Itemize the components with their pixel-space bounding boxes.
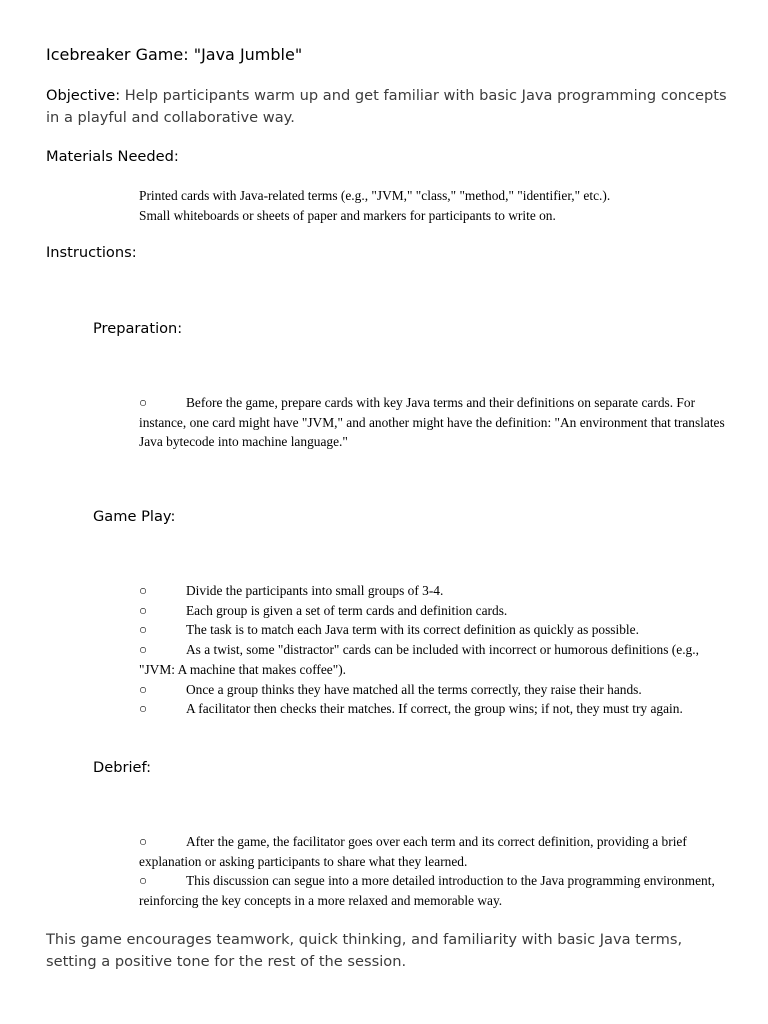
debrief-list	[139, 832, 729, 911]
bullet-icon: ○	[139, 583, 148, 598]
materials-item: Printed cards with Java-related terms (e.g., "JVM," "class," "method," "identifier," etc.).	[139, 188, 611, 203]
objective-paragraph	[46, 85, 736, 129]
list-item-text: As a twist, some "distractor" cards can be included with incorrect or humorous definitions (e.g., "JVM: A machine that makes coffee").	[139, 642, 699, 677]
list-item	[139, 640, 729, 679]
bullet-icon: ○	[139, 834, 148, 849]
list-item-text: Before the game, prepare cards with key Java terms and their definitions on separate cards. For instance, one card might have "JVM," and another might have the definition: "An environment that translates Java bytecode into machine language."	[139, 395, 725, 450]
bullet-icon: ○	[139, 681, 148, 697]
bullet-icon: ○	[139, 395, 148, 410]
materials-heading: Materials Needed:	[46, 148, 179, 165]
list-item-text: The task is to match each Java term with its correct definition as quickly as possible.	[186, 622, 639, 638]
bullet-icon: ○	[139, 873, 148, 889]
bullet-icon: ○	[139, 701, 148, 717]
list-item	[139, 620, 729, 640]
list-item	[139, 871, 729, 910]
closing-paragraph: This game encourages teamwork, quick thinking, and familiarity with basic Java terms, setting a positive tone for the rest of the session.	[46, 931, 683, 970]
list-item	[139, 601, 729, 621]
list-item	[139, 680, 729, 700]
materials-item: Small whiteboards or sheets of paper and markers for participants to write on.	[139, 207, 556, 223]
debrief-heading: Debrief:	[93, 759, 152, 776]
list-item	[139, 699, 729, 719]
objective-text: Help participants warm up and get familiar with basic Java programming concepts in a playful and collaborative way.	[46, 87, 727, 126]
list-item	[139, 832, 729, 871]
bullet-icon: ○	[139, 602, 148, 618]
list-item-text: Each group is given a set of term cards and definition cards.	[186, 602, 508, 618]
list-item	[139, 393, 729, 452]
list-item-text: A facilitator then checks their matches. If correct, the group wins; if not, they must try again.	[186, 701, 683, 717]
materials-list	[139, 186, 729, 225]
document-title: Icebreaker Game: "Java Jumble"	[46, 45, 303, 64]
objective-label: Objective:	[46, 87, 121, 104]
list-item-text: Once a group thinks they have matched all the terms correctly, they raise their hands.	[186, 681, 642, 697]
list-item-text: After the game, the facilitator goes over each term and its correct definition, providing a brief explanation or asking participants to share what they learned.	[139, 834, 687, 869]
list-item-text: Divide the participants into small groups of 3-4.	[186, 583, 444, 598]
gameplay-list	[139, 581, 729, 719]
list-item-text: This discussion can segue into a more detailed introduction to the Java programming environment, reinforcing the key concepts in a more relaxed and memorable way.	[139, 873, 715, 909]
instructions-heading: Instructions:	[46, 244, 137, 261]
list-item	[139, 581, 729, 601]
bullet-icon: ○	[139, 622, 148, 638]
gameplay-heading: Game Play:	[93, 508, 176, 525]
preparation-heading: Preparation:	[93, 320, 183, 337]
bullet-icon: ○	[139, 642, 148, 658]
preparation-list	[139, 393, 729, 452]
